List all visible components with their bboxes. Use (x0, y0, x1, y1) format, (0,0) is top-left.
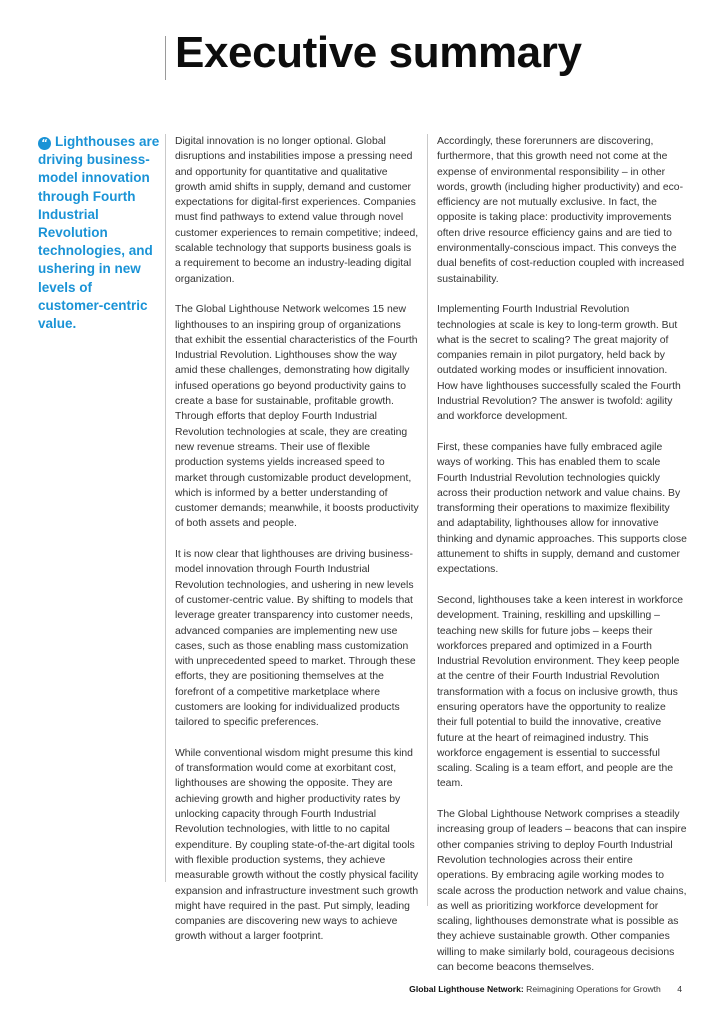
body-paragraph: First, these companies have fully embraced agile ways of working. This has enabled them to scale Fourth Industrial Revolution technologies quickly across their production network and value chains. By transforming their operations to maximize flexibility and adaptability, lighthouses allow for innovative thinking and dynamic approaches. This supports close attunement to shifts in supply, demand and customer expectations. (437, 441, 687, 576)
body-paragraph: It is now clear that lighthouses are driving business-model innovation through Fourth Industrial Revolution technologies, and ushering in new levels of customer-centric value. By shifting to models that leverage greater transparency into customer needs, advanced companies are implementing new use cases, such as those enabling mass customization with unprecedented speed to market. Through these efforts, they are positioning themselves at the forefront of a competitive marketplace where customers are looking for individualized products tailored to specific preferences. (175, 549, 416, 729)
title-divider (165, 36, 166, 80)
quote-mark-icon: “ (38, 137, 51, 150)
body-paragraph: Digital innovation is no longer optional. Global disruptions and instabilities impose a pressing need and opportunity for quantitative and qualitative growth amid shifts in supply, demand and customer expectations for digital-first experiences. Companies must find pathways to extend value through novel customer experiences to remain competitive; indeed, scalable technology that supports business goals is a requirement to become an industry-leading digital organization. (175, 136, 419, 285)
body-column-left (175, 134, 419, 960)
page-footer (409, 983, 682, 995)
footer-brand: Global Lighthouse Network: (409, 984, 524, 994)
column-divider-left (165, 134, 166, 882)
body-paragraph: The Global Lighthouse Network comprises a steadily increasing group of leaders – beacons that can inspire other companies striving to deploy Fourth Industrial Revolution technologies across their entire operations. By embracing agile working modes to scale across the production network and value chains, as well as prioritizing workforce development for scaling, lighthouses demonstrate what is possible as they achieve sustainable growth. Other companies willing to make similarly bold, courageous decisions can become beacons themselves. (437, 809, 687, 974)
body-paragraph: The Global Lighthouse Network welcomes 15 new lighthouses to an inspiring group of organizations that exhibit the essential characteristics of the Fourth Industrial Revolution. Lighthouses show the way amid these challenges, demonstrating how digitally infused operations go beyond productivity gains to create a base for sustainable, profitable growth. Through efforts that deploy Fourth Industrial Revolution technologies at scale, they are creating new revenue streams. Their use of flexible production systems yields increased speed to market through customizable product development, which is informed by a better understanding of customer demands; meanwhile, it boosts productivity of both assets and people. (175, 304, 419, 530)
body-paragraph: Second, lighthouses take a keen interest in workforce development. Training, reskilling and upskilling – teaching new skills for future jobs – keeps their workforces prepared and optimized in a Fourth Industrial Revolution environment. They keep people at the centre of their Fourth Industrial Revolution transformation with a focus on inclusive growth, thus ensuring operators have the opportunity to realize their full potential to build the innovative, creative future at the heart of reimagined industry. This workforce engagement is essential to successful scaling. Scaling is a team effort, and people are the team. (437, 594, 684, 790)
body-paragraph: Implementing Fourth Industrial Revolution technologies at scale is key to long-term growth. But what is the secret to scaling? The great majority of companies remain in pilot purgatory, held back by outdated working modes or insufficient innovation. How have lighthouses successfully scaled the Fourth Industrial Revolution? The answer is twofold: agility and workforce development. (437, 304, 681, 423)
pullquote-text: Lighthouses are driving business-model innovation through Fourth Industrial Revolution technologies, and ushering in new levels of customer-centric value. (38, 134, 160, 332)
body-paragraph: While conventional wisdom might presume this kind of transformation would come at exorbitant cost, lighthouses are showing the opposite. They are achieving growth and higher productivity rates by unlocking capacity through Fourth Industrial Revolution technologies, with little to no capital expenditure. By coupling state-of-the-art digital tools with flexible production systems, they achieve measurable growth without the costly physical facility expansion and infrastructure investment such growth might have required in the past. Put simply, leading companies are discovering new ways to achieve growth without a larger footprint. (175, 747, 419, 943)
pullquote (38, 133, 160, 333)
page-title: Executive summary (175, 28, 582, 77)
body-paragraph: Accordingly, these forerunners are discovering, furthermore, that this growth need not come at the expense of environmental responsibility – in other words, growth (including higher productivity) and eco-efficiency are not mutually exclusive. In fact, the opposite is taking place: productivity improvements often drive resource efficiency gains and are tied to environmentally-conscious impact. This conveys the dual benefits of cost-reduction coupled with increased sustainability. (437, 136, 685, 285)
column-divider-right (427, 134, 428, 906)
page-number: 4 (677, 984, 682, 994)
footer-subtitle: Reimagining Operations for Growth (526, 984, 661, 994)
body-column-right (437, 134, 687, 991)
